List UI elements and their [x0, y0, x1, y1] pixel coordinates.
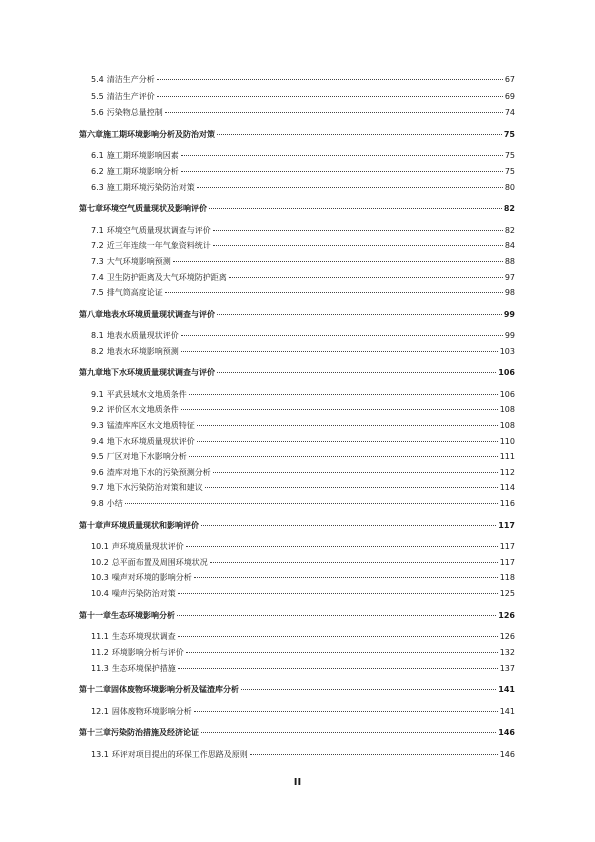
toc-section-entry[interactable]: [91, 541, 515, 553]
toc-section-entry[interactable]: [91, 420, 515, 432]
toc-entry-title: 近三年连续一年气象资料统计: [106, 241, 211, 250]
toc-page-number: 88: [504, 257, 515, 266]
toc-entry-title: 大气环境影响预测: [106, 257, 171, 266]
toc-page-number: 75: [504, 151, 515, 160]
toc-dot-leader: [165, 292, 503, 293]
toc-section-number: 6.2: [91, 167, 104, 176]
toc-page-number: 69: [504, 92, 515, 101]
toc-entry-title: 第八章地表水环境质量现状调查与评价: [79, 310, 215, 319]
toc-section-entry[interactable]: [91, 91, 515, 103]
toc-section-entry[interactable]: [91, 272, 515, 284]
toc-section-entry[interactable]: [91, 557, 515, 569]
toc-section-number: 10.2: [91, 558, 109, 567]
toc-section-entry[interactable]: [91, 225, 515, 237]
toc-section-number: 9.7: [91, 483, 104, 492]
toc-page-number: 110: [499, 437, 515, 446]
toc-section-entry[interactable]: [91, 74, 515, 86]
toc-page-number: 75: [503, 130, 515, 139]
toc-dot-leader: [229, 277, 503, 278]
toc-section-entry[interactable]: [91, 182, 515, 194]
toc-page-number: 103: [499, 347, 515, 356]
toc-section-number: 9.2: [91, 405, 104, 414]
toc-section-number: 6.3: [91, 183, 104, 192]
toc-chapter-entry[interactable]: [79, 610, 515, 622]
toc-page-number: 99: [504, 331, 515, 340]
toc-section-number: 5.5: [91, 92, 104, 101]
toc-chapter-entry[interactable]: [79, 203, 515, 215]
toc-page-number: 125: [499, 589, 515, 598]
toc-page-number: 108: [499, 405, 515, 414]
toc-dot-leader: [165, 112, 503, 113]
toc-section-number: 7.3: [91, 257, 104, 266]
toc-section-number: 12.1: [91, 707, 109, 716]
toc-section-entry[interactable]: [91, 389, 515, 401]
toc-dot-leader: [181, 155, 503, 156]
toc-dot-leader: [250, 754, 498, 755]
toc-section-number: 10.4: [91, 589, 109, 598]
toc-entry-title: 评价区水文地质条件: [106, 405, 179, 414]
toc-section-number: 5.6: [91, 108, 104, 117]
toc-entry-title: 厂区对地下水影响分析: [106, 452, 187, 461]
toc-entry-title: 污染物总量控制: [106, 108, 163, 117]
toc-section-entry[interactable]: [91, 706, 515, 718]
toc-entry-title: 总平面布置及周围环境状况: [111, 558, 208, 567]
toc-dot-leader: [181, 171, 503, 172]
toc-section-entry[interactable]: [91, 256, 515, 268]
toc-dot-leader: [194, 711, 498, 712]
toc-entry-title: 声环境质量现状评价: [111, 542, 184, 551]
toc-page-number: 126: [498, 611, 515, 620]
toc-chapter-entry[interactable]: [79, 520, 515, 532]
toc-page-number: 106: [498, 368, 515, 377]
toc-section-entry[interactable]: [91, 647, 515, 659]
toc-entry-title: 排气筒高度论证: [106, 288, 163, 297]
toc-page-number: 82: [504, 226, 515, 235]
toc-entry-title: 地表水质量现状评价: [106, 331, 179, 340]
toc-section-number: 9.3: [91, 421, 104, 430]
toc-page-number: 75: [504, 167, 515, 176]
toc-dot-leader: [217, 372, 496, 373]
toc-dot-leader: [181, 351, 498, 352]
toc-section-entry[interactable]: [91, 150, 515, 162]
toc-dot-leader: [217, 134, 502, 135]
toc-chapter-entry[interactable]: [79, 309, 515, 321]
toc-section-entry[interactable]: [91, 404, 515, 416]
toc-section-entry[interactable]: [91, 287, 515, 299]
toc-page-number: 117: [499, 558, 515, 567]
toc-page-number: 141: [498, 685, 515, 694]
toc-dot-leader: [241, 689, 496, 690]
toc-section-number: 7.5: [91, 288, 104, 297]
toc-page-number: 80: [504, 183, 515, 192]
toc-entry-title: 环评对项目提出的环保工作思路及原则: [111, 750, 248, 759]
toc-entry-title: 生态环境现状调查: [111, 632, 176, 641]
toc-entry-title: 噪声对环境的影响分析: [111, 573, 192, 582]
toc-dot-leader: [197, 187, 503, 188]
toc-entry-title: 环境空气质量现状调查与评价: [106, 226, 211, 235]
toc-section-entry[interactable]: [91, 166, 515, 178]
toc-dot-leader: [173, 261, 503, 262]
toc-entry-title: 小结: [106, 499, 123, 508]
toc-entry-title: 清洁生产分析: [106, 75, 155, 84]
toc-page-number: 117: [498, 521, 515, 530]
toc-dot-leader: [178, 636, 498, 637]
toc-page-number: 67: [504, 75, 515, 84]
toc-dot-leader: [178, 593, 498, 594]
toc-section-number: 9.8: [91, 499, 104, 508]
toc-entry-title: 施工期环境污染防治对策: [106, 183, 195, 192]
toc-section-entry[interactable]: [91, 451, 515, 463]
toc-page-number: 111: [499, 452, 515, 461]
toc-section-number: 8.2: [91, 347, 104, 356]
toc-section-number: 7.1: [91, 226, 104, 235]
toc-section-entry[interactable]: [91, 749, 515, 761]
toc-entry-title: 卫生防护距离及大气环境防护距离: [106, 273, 227, 282]
toc-page-number: 98: [504, 288, 515, 297]
toc-page-number: 118: [499, 573, 515, 582]
page-number: II: [293, 777, 302, 788]
toc-section-number: 9.5: [91, 452, 104, 461]
toc-page-number: 84: [504, 241, 515, 250]
toc-dot-leader: [205, 487, 498, 488]
toc-chapter-entry[interactable]: [79, 129, 515, 141]
toc-dot-leader: [213, 245, 503, 246]
toc-section-number: 7.4: [91, 273, 104, 282]
toc-entry-title: 噪声污染防治对策: [111, 589, 176, 598]
toc-dot-leader: [186, 652, 498, 653]
toc-dot-leader: [189, 394, 498, 395]
toc-dot-leader: [201, 525, 496, 526]
toc-chapter-entry[interactable]: [79, 684, 515, 696]
toc-entry-title: 地下水污染防治对策和建议: [106, 483, 203, 492]
toc-chapter-entry[interactable]: [79, 727, 515, 739]
toc-entry-title: 第七章环境空气质量现状及影响评价: [79, 204, 207, 213]
toc-page-number: 126: [499, 632, 515, 641]
toc-section-entry[interactable]: [91, 240, 515, 252]
toc-page-number: 108: [499, 421, 515, 430]
toc-dot-leader: [213, 230, 503, 231]
toc-dot-leader: [181, 335, 503, 336]
toc-chapter-entry[interactable]: [79, 367, 515, 379]
toc-page-number: 146: [498, 728, 515, 737]
toc-entry-title: 第十一章生态环境影响分析: [79, 611, 175, 620]
toc-dot-leader: [157, 96, 503, 97]
toc-page-number: 82: [503, 204, 515, 213]
toc-section-number: 11.1: [91, 632, 109, 641]
toc-section-entry[interactable]: [91, 330, 515, 342]
toc-page-number: 137: [499, 664, 515, 673]
toc-section-entry[interactable]: [91, 588, 515, 600]
toc-entry-title: 地表水环境影响预测: [106, 347, 179, 356]
toc-page-number: 106: [499, 390, 515, 399]
toc-section-number: 13.1: [91, 750, 109, 759]
toc-section-number: 7.2: [91, 241, 104, 250]
toc-section-entry[interactable]: [91, 107, 515, 119]
toc-section-number: 8.1: [91, 331, 104, 340]
toc-section-entry[interactable]: [91, 346, 515, 358]
toc-entry-title: 渣库对地下水的污染预测分析: [106, 468, 211, 477]
toc-entry-title: 锰渣库库区水文地质特征: [106, 421, 195, 430]
toc-entry-title: 第十三章污染防治措施及经济论证: [79, 728, 199, 737]
toc-dot-leader: [177, 615, 496, 616]
toc-section-entry[interactable]: [91, 572, 515, 584]
toc-entry-title: 第六章施工期环境影响分析及防治对策: [79, 130, 215, 139]
toc-entry-title: 清洁生产评价: [106, 92, 155, 101]
toc-dot-leader: [197, 441, 498, 442]
toc-section-number: 11.3: [91, 664, 109, 673]
toc-entry-title: 平武县域水文地质条件: [106, 390, 187, 399]
toc-page-number: 99: [503, 310, 515, 319]
toc-entry-title: 第九章地下水环境质量现状调查与评价: [79, 368, 215, 377]
toc-page-number: 114: [499, 483, 515, 492]
toc-section-number: 11.2: [91, 648, 109, 657]
toc-section-number: 10.3: [91, 573, 109, 582]
toc-page-number: 146: [499, 750, 515, 759]
toc-entry-title: 第十二章固体废物环境影响分析及锰渣库分析: [79, 685, 239, 694]
toc-section-number: 9.1: [91, 390, 104, 399]
toc-section-entry[interactable]: [91, 631, 515, 643]
toc-page-number: 112: [499, 468, 515, 477]
toc-dot-leader: [197, 425, 498, 426]
toc-dot-leader: [125, 503, 498, 504]
toc-section-entry[interactable]: [91, 663, 515, 675]
toc-section-number: 6.1: [91, 151, 104, 160]
toc-dot-leader: [213, 472, 498, 473]
toc-page-number: 116: [499, 499, 515, 508]
toc-dot-leader: [194, 577, 498, 578]
toc-section-number: 9.4: [91, 437, 104, 446]
toc-section-number: 10.1: [91, 542, 109, 551]
toc-section-entry[interactable]: [91, 482, 515, 494]
toc-entry-title: 固体废物环境影响分析: [111, 707, 192, 716]
toc-dot-leader: [181, 409, 498, 410]
toc-dot-leader: [189, 456, 498, 457]
toc-entry-title: 施工期环境影响分析: [106, 167, 179, 176]
toc-entry-title: 施工期环境影响因素: [106, 151, 179, 160]
toc-dot-leader: [157, 79, 503, 80]
toc-dot-leader: [209, 208, 502, 209]
toc-section-entry[interactable]: [91, 498, 515, 510]
toc-page-number: 117: [499, 542, 515, 551]
toc-section-entry[interactable]: [91, 467, 515, 479]
toc-dot-leader: [178, 668, 498, 669]
toc-section-number: 9.6: [91, 468, 104, 477]
toc-dot-leader: [201, 732, 496, 733]
toc-dot-leader: [217, 314, 502, 315]
toc-page-number: 141: [499, 707, 515, 716]
toc-entry-title: 第十章声环境质量现状和影响评价: [79, 521, 199, 530]
toc-entry-title: 生态环境保护措施: [111, 664, 176, 673]
toc-page-number: 74: [504, 108, 515, 117]
toc-section-number: 5.4: [91, 75, 104, 84]
toc-page-number: 97: [504, 273, 515, 282]
toc-dot-leader: [210, 562, 498, 563]
toc-entry-title: 环境影响分析与评价: [111, 648, 184, 657]
toc-dot-leader: [186, 546, 498, 547]
toc-page-number: 132: [499, 648, 515, 657]
toc-section-entry[interactable]: [91, 436, 515, 448]
toc-entry-title: 地下水环境质量现状评价: [106, 437, 195, 446]
